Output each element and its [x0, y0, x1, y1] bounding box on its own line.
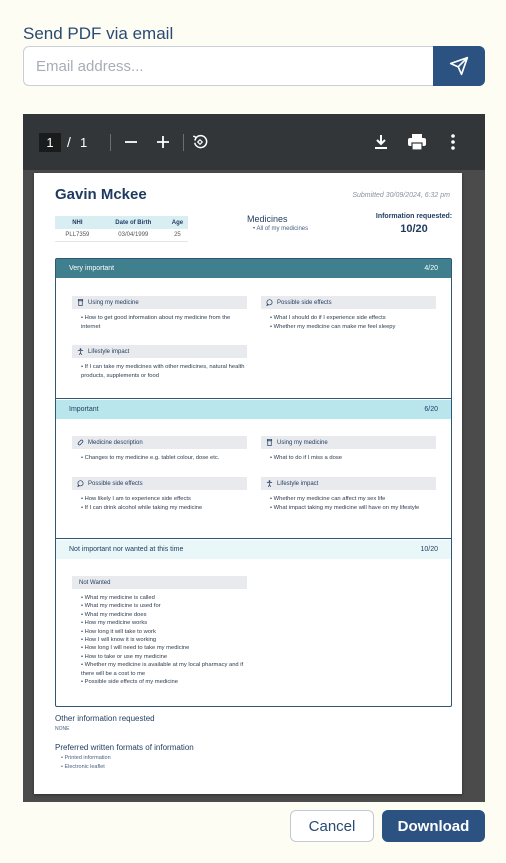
list-item: • How likely I am to experience side effects [81, 495, 247, 504]
section-count: 6/20 [424, 406, 438, 413]
list-item: • How my medicine works [81, 619, 247, 627]
list-item: • What impact taking my medicine will have on my lifestyle [270, 504, 436, 513]
table-header: Age [167, 216, 188, 229]
info-requested-label: Information requested: [375, 213, 453, 220]
pdf-toolbar [23, 114, 485, 170]
list-item: • Electronic leaflet [61, 763, 111, 772]
card-list [72, 490, 247, 512]
list-item: • What my medicine does [81, 611, 247, 619]
pill-bottle-icon [77, 299, 84, 306]
card-title-text: Lifestyle impact [88, 348, 130, 355]
toolbar-divider [110, 134, 111, 151]
card-lifestyle-impact [72, 345, 247, 380]
table-header: NHI [55, 216, 100, 229]
card-lifestyle-impact [261, 477, 436, 512]
preferred-formats-title: Preferred written formats of information [55, 743, 194, 752]
medicines-item-text: All of my medicines [256, 226, 309, 232]
printer-icon [408, 134, 426, 150]
section-title: Very important [69, 265, 115, 272]
card-title-text: Not Wanted [79, 579, 111, 586]
card-title-text: Possible side effects [277, 299, 332, 306]
zoom-in-button[interactable] [151, 130, 175, 154]
send-button[interactable] [433, 46, 485, 86]
section-header-not-important [56, 540, 451, 559]
list-item: • Possible side effects of my medicine [81, 678, 247, 686]
table-cell: 03/04/1999 [100, 229, 167, 241]
list-item: • If I can take my medicines with other medicines, natural health products, supplements or food [81, 363, 247, 380]
page-separator: / [67, 134, 71, 150]
section-header-very-important [56, 259, 451, 278]
list-item: • How long I will need to take my medicine [81, 644, 247, 652]
download-icon [373, 134, 389, 150]
card-title-text: Using my medicine [88, 299, 139, 306]
list-item: • If I can drink alcohol while taking my medicine [81, 504, 247, 513]
card-title [72, 576, 247, 589]
speech-bubble-icon [266, 299, 273, 306]
list-item: • How to take or use my medicine [81, 653, 247, 661]
more-options-button[interactable] [441, 130, 465, 154]
priority-sections [55, 258, 452, 707]
minus-icon [124, 135, 138, 149]
card-title [72, 436, 247, 449]
person-icon [77, 348, 84, 355]
download-pdf-button[interactable] [369, 130, 393, 154]
card-possible-side-effects [72, 477, 247, 512]
card-list [72, 589, 247, 686]
table-cell: PLL7359 [55, 229, 100, 241]
list-item: • How to get good information about my medicine from the internet [81, 314, 247, 331]
card-medicine-description [72, 436, 247, 463]
card-title [261, 436, 436, 449]
rotate-icon [191, 133, 209, 151]
card-title-text: Lifestyle impact [277, 480, 319, 487]
pdf-page [34, 173, 462, 794]
info-requested-count: 10/20 [400, 223, 428, 235]
submitted-date: Submitted 30/09/2024, 6:32 pm [352, 192, 450, 199]
other-info-value: NONE [55, 726, 70, 732]
card-list [261, 309, 436, 331]
card-using-my-medicine [72, 296, 247, 331]
cancel-button[interactable]: Cancel [290, 810, 374, 842]
card-title-text: Possible side effects [88, 480, 143, 487]
pill-bottle-icon [266, 439, 273, 446]
card-possible-side-effects [261, 296, 436, 331]
card-list [261, 449, 436, 463]
plus-icon [156, 135, 170, 149]
card-list [72, 449, 247, 463]
email-form [23, 46, 485, 86]
table-cell: 25 [167, 229, 188, 241]
list-item: • Whether my medicine can make me feel sleepy [270, 323, 436, 332]
card-not-wanted [72, 576, 247, 686]
page-number-input[interactable]: 1 [39, 133, 61, 152]
list-item: • Printed information [61, 754, 111, 763]
pdf-viewer [23, 114, 485, 802]
table-header: Date of Birth [100, 216, 167, 229]
other-info-title: Other information requested [55, 714, 155, 723]
list-item: • What my medicine is used for [81, 602, 247, 610]
list-item: • Whether my medicine is available at my local pharmacy and if there will be a cost to me [81, 661, 247, 678]
speech-bubble-icon [77, 480, 84, 487]
zoom-out-button[interactable] [119, 130, 143, 154]
download-button[interactable]: Download [382, 810, 485, 842]
card-title [72, 477, 247, 490]
page-total: 1 [80, 135, 88, 150]
toolbar-divider [183, 134, 184, 151]
more-vertical-icon [451, 134, 455, 150]
card-title-text: Medicine description [88, 439, 143, 446]
patient-info-table [55, 216, 188, 242]
patient-name: Gavin Mckee [55, 186, 147, 203]
section-title: Important [69, 406, 99, 413]
card-title [261, 477, 436, 490]
list-item: • What my medicine is called [81, 594, 247, 602]
card-title [72, 345, 247, 358]
card-title [72, 296, 247, 309]
send-icon [449, 56, 469, 76]
section-divider [56, 538, 451, 539]
card-title [261, 296, 436, 309]
section-title: Not important nor wanted at this time [69, 546, 184, 553]
list-item: • Whether my medicine can affect my sex life [270, 495, 436, 504]
capsule-icon [77, 439, 84, 446]
card-list [261, 490, 436, 512]
email-input[interactable] [23, 46, 434, 86]
rotate-button[interactable] [188, 130, 212, 154]
card-list [72, 358, 247, 380]
card-title-text: Using my medicine [277, 439, 328, 446]
medicines-item: • All of my medicines [253, 226, 309, 232]
email-heading: Send PDF via email [23, 24, 174, 43]
card-using-my-medicine [261, 436, 436, 463]
preferred-formats-list [61, 754, 111, 772]
list-item: • How long it will take to work [81, 628, 247, 636]
list-item: • What to do if I miss a dose [270, 454, 436, 463]
print-button[interactable] [405, 130, 429, 154]
section-header-important [56, 400, 451, 419]
list-item: • Changes to my medicine e.g. tablet colour, dose etc. [81, 454, 247, 463]
medicines-title: Medicines [247, 214, 288, 224]
person-icon [266, 480, 273, 487]
card-list [72, 309, 247, 331]
section-count: 4/20 [424, 265, 438, 272]
section-count: 10/20 [420, 546, 438, 553]
list-item: • How I will know it is working [81, 636, 247, 644]
section-divider [56, 398, 451, 399]
list-item: • What I should do if I experience side effects [270, 314, 436, 323]
